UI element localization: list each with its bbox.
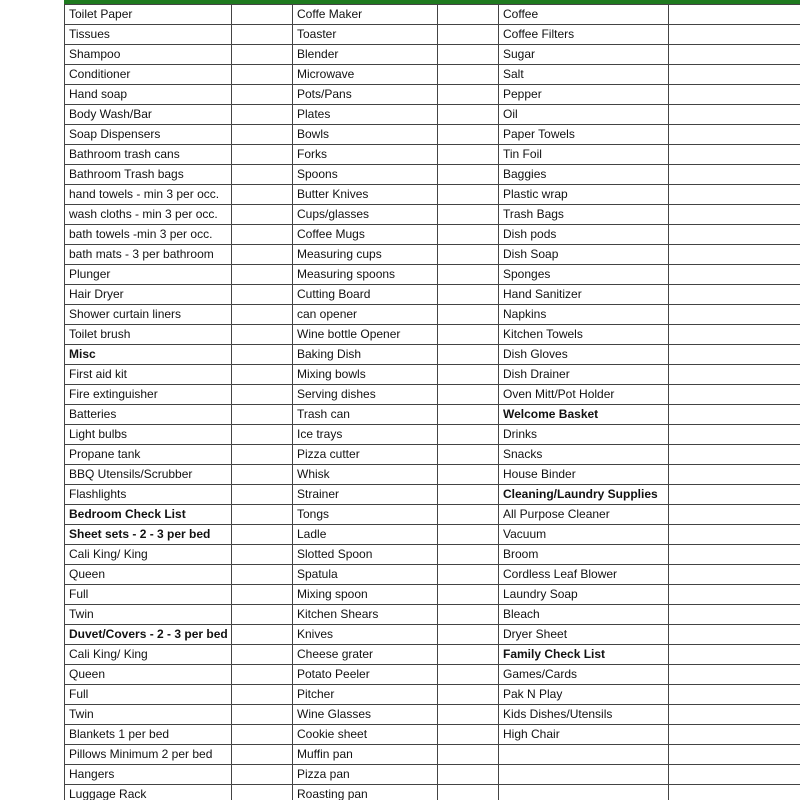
table-row (65, 625, 800, 645)
check-cell[interactable] (669, 325, 800, 345)
check-cell[interactable] (669, 525, 800, 545)
check-cell[interactable] (438, 585, 499, 605)
table-row (65, 765, 800, 785)
check-cell[interactable] (438, 545, 499, 565)
item-cell: Broom (499, 545, 669, 565)
item-cell: Potato Peeler (293, 665, 438, 685)
table-row (65, 285, 800, 305)
check-cell[interactable] (232, 205, 293, 225)
check-cell[interactable] (669, 365, 800, 385)
table-row (65, 705, 800, 725)
check-cell[interactable] (438, 225, 499, 245)
check-cell[interactable] (669, 585, 800, 605)
check-cell[interactable] (669, 685, 800, 705)
check-cell[interactable] (438, 285, 499, 305)
check-cell[interactable] (232, 345, 293, 365)
check-cell[interactable] (232, 185, 293, 205)
check-cell[interactable] (232, 565, 293, 585)
item-cell: Coffee (499, 5, 669, 25)
item-cell: Oil (499, 105, 669, 125)
check-cell[interactable] (232, 445, 293, 465)
table-row (65, 745, 800, 765)
check-cell[interactable] (669, 625, 800, 645)
table-row (65, 445, 800, 465)
item-cell: Cookie sheet (293, 725, 438, 745)
item-cell: Spatula (293, 565, 438, 585)
check-cell[interactable] (232, 665, 293, 685)
item-cell: Propane tank (65, 445, 232, 465)
item-cell: Batteries (65, 405, 232, 425)
item-cell: Plunger (65, 265, 232, 285)
check-cell[interactable] (669, 425, 800, 445)
item-cell: Kids Dishes/Utensils (499, 705, 669, 725)
check-cell[interactable] (232, 505, 293, 525)
item-cell: Queen (65, 565, 232, 585)
item-cell: All Purpose Cleaner (499, 505, 669, 525)
item-cell: Body Wash/Bar (65, 105, 232, 125)
item-cell: Coffe Maker (293, 5, 438, 25)
table-row (65, 305, 800, 325)
check-cell[interactable] (669, 85, 800, 105)
item-cell: Bedroom Check List (65, 505, 232, 525)
check-cell[interactable] (438, 105, 499, 125)
item-cell: Trash can (293, 405, 438, 425)
check-cell[interactable] (438, 725, 499, 745)
table-row (65, 385, 800, 405)
table-row (65, 545, 800, 565)
item-cell: Serving dishes (293, 385, 438, 405)
item-cell: Forks (293, 145, 438, 165)
check-cell[interactable] (232, 105, 293, 125)
table-row (65, 125, 800, 145)
item-cell: Pak N Play (499, 685, 669, 705)
check-cell[interactable] (438, 205, 499, 225)
check-cell[interactable] (232, 745, 293, 765)
item-cell: Pizza pan (293, 765, 438, 785)
item-cell: Coffee Filters (499, 25, 669, 45)
check-cell[interactable] (669, 185, 800, 205)
table-row (65, 405, 800, 425)
check-cell[interactable] (669, 345, 800, 365)
item-cell: Hand Sanitizer (499, 285, 669, 305)
table-row (65, 325, 800, 345)
item-cell: bath towels -min 3 per occ. (65, 225, 232, 245)
check-cell[interactable] (669, 545, 800, 565)
check-cell[interactable] (669, 65, 800, 85)
check-cell[interactable] (232, 225, 293, 245)
table-row (65, 25, 800, 45)
item-cell: Bathroom Trash bags (65, 165, 232, 185)
item-cell: Light bulbs (65, 425, 232, 445)
item-cell: wash cloths - min 3 per occ. (65, 205, 232, 225)
check-cell[interactable] (669, 565, 800, 585)
table-row (65, 225, 800, 245)
check-cell[interactable] (438, 485, 499, 505)
check-cell[interactable] (438, 445, 499, 465)
check-cell[interactable] (232, 485, 293, 505)
check-cell[interactable] (438, 525, 499, 545)
item-cell: Bathroom trash cans (65, 145, 232, 165)
item-cell: Bowls (293, 125, 438, 145)
item-cell: Tin Foil (499, 145, 669, 165)
check-cell[interactable] (232, 765, 293, 785)
item-cell: Bleach (499, 605, 669, 625)
table-row (65, 165, 800, 185)
check-cell[interactable] (232, 465, 293, 485)
table-row (65, 245, 800, 265)
item-cell: Mixing spoon (293, 585, 438, 605)
item-cell: Blender (293, 45, 438, 65)
table-row (65, 145, 800, 165)
item-cell: High Chair (499, 725, 669, 745)
item-cell: Full (65, 685, 232, 705)
check-cell[interactable] (669, 445, 800, 465)
item-cell: Dish Drainer (499, 365, 669, 385)
check-cell[interactable] (438, 185, 499, 205)
check-cell[interactable] (669, 485, 800, 505)
check-cell[interactable] (438, 605, 499, 625)
item-cell: Salt (499, 65, 669, 85)
check-cell[interactable] (438, 45, 499, 65)
check-cell[interactable] (669, 125, 800, 145)
item-cell: Strainer (293, 485, 438, 505)
item-cell: Dish Gloves (499, 345, 669, 365)
check-cell[interactable] (232, 165, 293, 185)
item-cell: Laundry Soap (499, 585, 669, 605)
check-cell[interactable] (232, 605, 293, 625)
item-cell: Duvet/Covers - 2 - 3 per bed (65, 625, 232, 645)
item-cell: Conditioner (65, 65, 232, 85)
item-cell: Cups/glasses (293, 205, 438, 225)
table-row (65, 605, 800, 625)
item-cell: Pizza cutter (293, 445, 438, 465)
item-cell: Tissues (65, 25, 232, 45)
item-cell: Roasting pan (293, 785, 438, 800)
item-cell: First aid kit (65, 365, 232, 385)
item-cell: Pepper (499, 85, 669, 105)
item-cell: Shower curtain liners (65, 305, 232, 325)
check-cell[interactable] (232, 305, 293, 325)
item-cell: Welcome Basket (499, 405, 669, 425)
check-cell[interactable] (232, 265, 293, 285)
item-cell: Hangers (65, 765, 232, 785)
item-cell (499, 785, 669, 800)
item-cell: Kitchen Towels (499, 325, 669, 345)
item-cell: Toilet brush (65, 325, 232, 345)
item-cell: BBQ Utensils/Scrubber (65, 465, 232, 485)
table-row (65, 265, 800, 285)
check-cell[interactable] (669, 225, 800, 245)
item-cell: Cheese grater (293, 645, 438, 665)
item-cell: Pots/Pans (293, 85, 438, 105)
item-cell: Microwave (293, 65, 438, 85)
table-row (65, 45, 800, 65)
item-cell: Ladle (293, 525, 438, 545)
check-cell[interactable] (669, 385, 800, 405)
table-row (65, 425, 800, 445)
item-cell: Misc (65, 345, 232, 365)
check-cell[interactable] (232, 405, 293, 425)
item-cell: Cali King/ King (65, 545, 232, 565)
item-cell: Paper Towels (499, 125, 669, 145)
item-cell: Snacks (499, 445, 669, 465)
check-cell[interactable] (438, 305, 499, 325)
item-cell: Coffee Mugs (293, 225, 438, 245)
check-cell[interactable] (232, 625, 293, 645)
check-cell[interactable] (232, 525, 293, 545)
item-cell: Full (65, 585, 232, 605)
check-cell[interactable] (669, 665, 800, 685)
table-row (65, 665, 800, 685)
check-cell[interactable] (438, 65, 499, 85)
check-cell[interactable] (438, 325, 499, 345)
table-row (65, 785, 800, 800)
item-cell: Family Check List (499, 645, 669, 665)
item-cell: Cutting Board (293, 285, 438, 305)
table-row (65, 645, 800, 665)
item-cell: Sugar (499, 45, 669, 65)
check-cell[interactable] (232, 125, 293, 145)
check-cell[interactable] (232, 385, 293, 405)
check-cell[interactable] (438, 345, 499, 365)
item-cell: Twin (65, 705, 232, 725)
item-cell: Wine bottle Opener (293, 325, 438, 345)
item-cell: Baking Dish (293, 345, 438, 365)
check-cell[interactable] (438, 165, 499, 185)
check-cell[interactable] (669, 5, 800, 25)
check-cell[interactable] (669, 405, 800, 425)
check-cell[interactable] (438, 25, 499, 45)
item-cell: Queen (65, 665, 232, 685)
item-cell (499, 765, 669, 785)
table-row (65, 345, 800, 365)
table-row (65, 5, 800, 25)
table-row (65, 465, 800, 485)
check-cell[interactable] (669, 785, 800, 800)
check-cell[interactable] (232, 285, 293, 305)
item-cell: can opener (293, 305, 438, 325)
check-cell[interactable] (232, 325, 293, 345)
item-cell: Sponges (499, 265, 669, 285)
check-cell[interactable] (669, 725, 800, 745)
check-cell[interactable] (669, 605, 800, 625)
checklist-sheet (64, 0, 800, 800)
item-cell: Muffin pan (293, 745, 438, 765)
table-row (65, 185, 800, 205)
check-cell[interactable] (232, 145, 293, 165)
item-cell: Oven Mitt/Pot Holder (499, 385, 669, 405)
check-cell[interactable] (438, 645, 499, 665)
check-cell[interactable] (232, 85, 293, 105)
item-cell: Twin (65, 605, 232, 625)
item-cell: House Binder (499, 465, 669, 485)
table-row (65, 85, 800, 105)
table-row (65, 565, 800, 585)
check-cell[interactable] (669, 705, 800, 725)
check-cell[interactable] (232, 245, 293, 265)
table-row (65, 65, 800, 85)
table-row (65, 205, 800, 225)
item-cell: Plastic wrap (499, 185, 669, 205)
check-cell[interactable] (232, 45, 293, 65)
check-cell[interactable] (438, 245, 499, 265)
check-cell[interactable] (669, 205, 800, 225)
item-cell: Mixing bowls (293, 365, 438, 385)
item-cell: Dryer Sheet (499, 625, 669, 645)
check-cell[interactable] (669, 745, 800, 765)
check-cell[interactable] (232, 365, 293, 385)
check-cell[interactable] (669, 645, 800, 665)
item-cell: Sheet sets - 2 - 3 per bed (65, 525, 232, 545)
item-cell: Cordless Leaf Blower (499, 565, 669, 585)
check-cell[interactable] (669, 505, 800, 525)
item-cell: Butter Knives (293, 185, 438, 205)
check-cell[interactable] (669, 165, 800, 185)
item-cell: Whisk (293, 465, 438, 485)
item-cell: Napkins (499, 305, 669, 325)
item-cell: Knives (293, 625, 438, 645)
check-cell[interactable] (438, 505, 499, 525)
check-cell[interactable] (438, 745, 499, 765)
check-cell[interactable] (669, 145, 800, 165)
item-cell (499, 745, 669, 765)
item-cell: Toaster (293, 25, 438, 45)
check-cell[interactable] (438, 265, 499, 285)
item-cell: Shampoo (65, 45, 232, 65)
item-cell: Baggies (499, 165, 669, 185)
check-cell[interactable] (232, 725, 293, 745)
check-cell[interactable] (669, 105, 800, 125)
check-cell[interactable] (438, 385, 499, 405)
item-cell: Hand soap (65, 85, 232, 105)
check-cell[interactable] (438, 785, 499, 800)
check-cell[interactable] (669, 465, 800, 485)
check-cell[interactable] (438, 125, 499, 145)
table-row (65, 105, 800, 125)
table-row (65, 685, 800, 705)
check-cell[interactable] (232, 685, 293, 705)
item-cell: Hair Dryer (65, 285, 232, 305)
table-row (65, 485, 800, 505)
check-cell[interactable] (438, 425, 499, 445)
check-cell[interactable] (232, 545, 293, 565)
check-cell[interactable] (669, 45, 800, 65)
item-cell: Wine Glasses (293, 705, 438, 725)
item-cell: Blankets 1 per bed (65, 725, 232, 745)
check-cell[interactable] (438, 405, 499, 425)
item-cell: Cali King/ King (65, 645, 232, 665)
item-cell: bath mats - 3 per bathroom (65, 245, 232, 265)
item-cell: Measuring cups (293, 245, 438, 265)
check-cell[interactable] (438, 85, 499, 105)
check-cell[interactable] (232, 425, 293, 445)
check-cell[interactable] (438, 765, 499, 785)
item-cell: Vacuum (499, 525, 669, 545)
item-cell: Kitchen Shears (293, 605, 438, 625)
check-cell[interactable] (438, 705, 499, 725)
item-cell: Games/Cards (499, 665, 669, 685)
check-cell[interactable] (232, 785, 293, 800)
item-cell: Measuring spoons (293, 265, 438, 285)
checklist-table (64, 4, 800, 800)
table-row (65, 525, 800, 545)
item-cell: Flashlights (65, 485, 232, 505)
item-cell: Luggage Rack (65, 785, 232, 800)
check-cell[interactable] (232, 705, 293, 725)
table-row (65, 585, 800, 605)
check-cell[interactable] (669, 765, 800, 785)
item-cell: Toilet Paper (65, 5, 232, 25)
check-cell[interactable] (669, 305, 800, 325)
check-cell[interactable] (669, 265, 800, 285)
check-cell[interactable] (232, 645, 293, 665)
check-cell[interactable] (438, 5, 499, 25)
item-cell: Trash Bags (499, 205, 669, 225)
check-cell[interactable] (232, 25, 293, 45)
item-cell: Soap Dispensers (65, 125, 232, 145)
check-cell[interactable] (438, 145, 499, 165)
item-cell: Pitcher (293, 685, 438, 705)
item-cell: Pillows Minimum 2 per bed (65, 745, 232, 765)
item-cell: Slotted Spoon (293, 545, 438, 565)
check-cell[interactable] (232, 585, 293, 605)
table-row (65, 365, 800, 385)
checklist-body (65, 5, 800, 800)
check-cell[interactable] (669, 245, 800, 265)
item-cell: Plates (293, 105, 438, 125)
table-row (65, 505, 800, 525)
table-row (65, 725, 800, 745)
item-cell: Drinks (499, 425, 669, 445)
check-cell[interactable] (669, 285, 800, 305)
check-cell[interactable] (669, 25, 800, 45)
check-cell[interactable] (438, 565, 499, 585)
item-cell: Tongs (293, 505, 438, 525)
item-cell: Spoons (293, 165, 438, 185)
item-cell: Fire extinguisher (65, 385, 232, 405)
check-cell[interactable] (232, 5, 293, 25)
check-cell[interactable] (438, 365, 499, 385)
item-cell: Dish Soap (499, 245, 669, 265)
check-cell[interactable] (438, 625, 499, 645)
check-cell[interactable] (232, 65, 293, 85)
check-cell[interactable] (438, 685, 499, 705)
item-cell: hand towels - min 3 per occ. (65, 185, 232, 205)
check-cell[interactable] (438, 465, 499, 485)
item-cell: Dish pods (499, 225, 669, 245)
item-cell: Ice trays (293, 425, 438, 445)
check-cell[interactable] (438, 665, 499, 685)
item-cell: Cleaning/Laundry Supplies (499, 485, 669, 505)
